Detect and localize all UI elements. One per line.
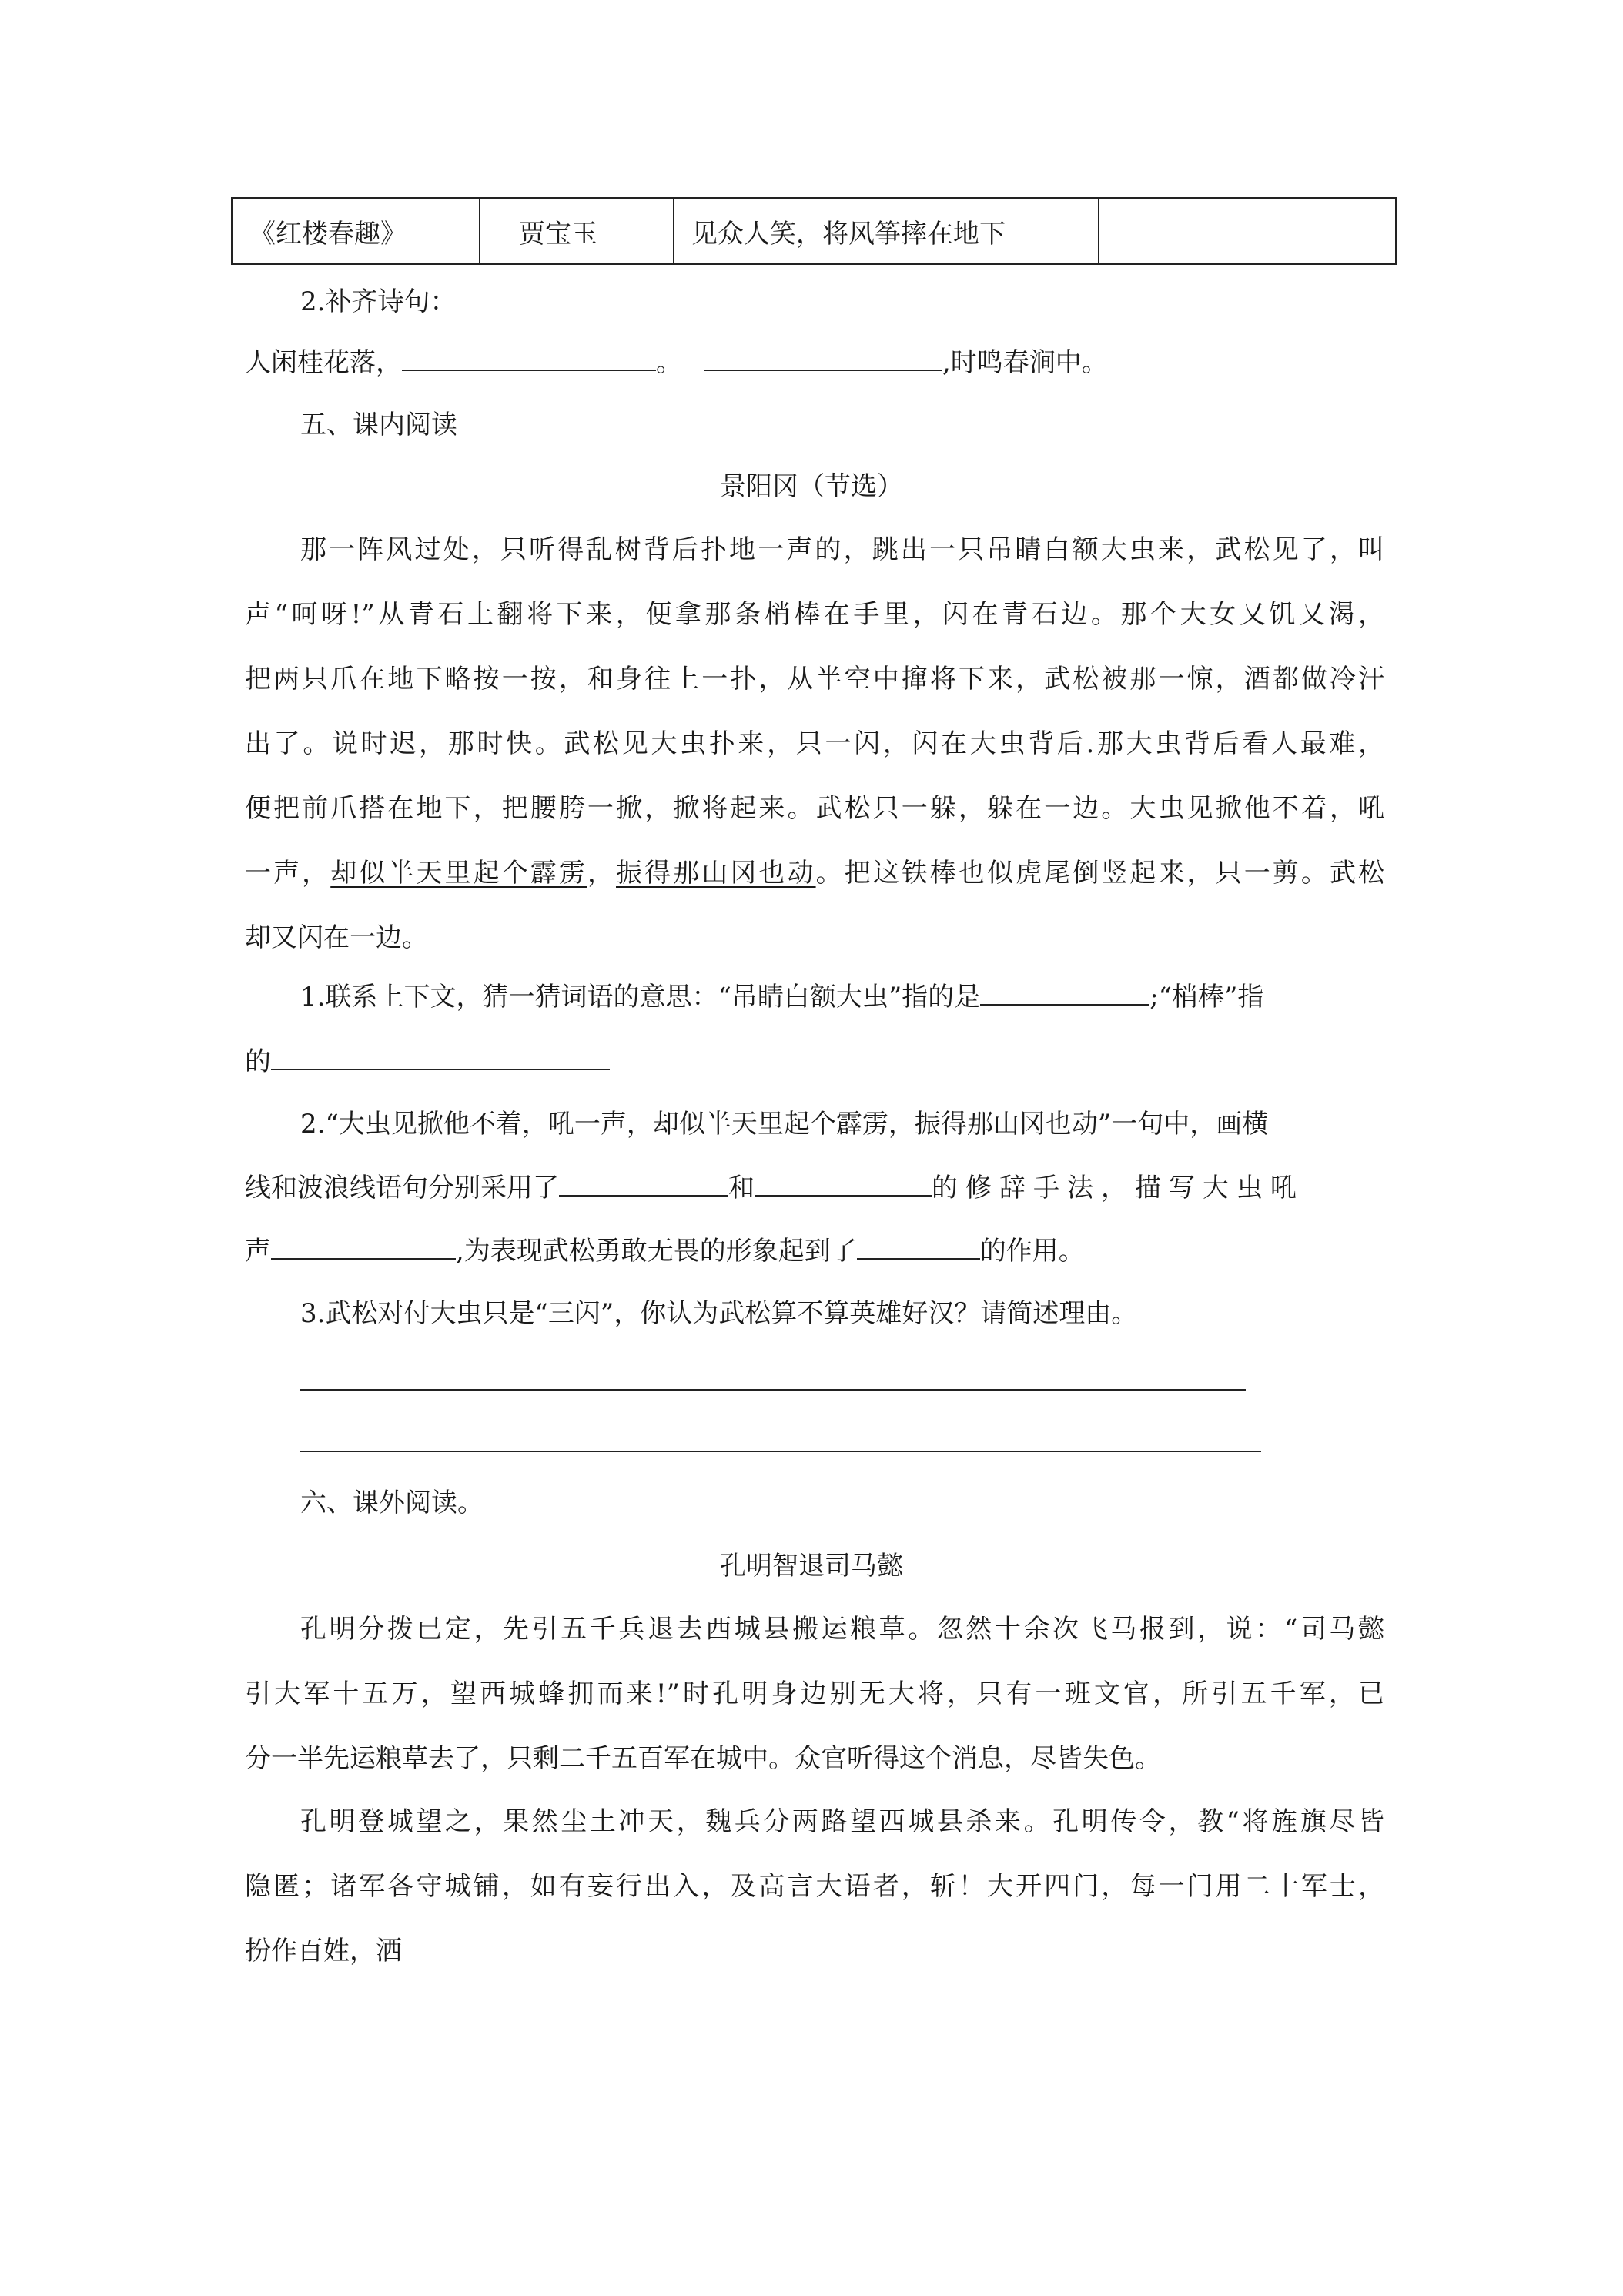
- table-cell-answer: [1099, 198, 1396, 264]
- passage-line: 孔明登城望之，果然尘土冲天，魏兵分两路望西城县杀来。孔明传令，教“将旌旗尽皆: [300, 1806, 1384, 1837]
- passage-line: 隐匿；诸军各守城铺，如有妄行出入，及高言大语者，斩！大开四门，每一门用二十军士，: [245, 1871, 1384, 1902]
- wavy-underlined-sentence: 振得那山冈也动: [616, 858, 816, 889]
- question-text: ,为表现武松勇敢无畏的形象起到了: [456, 1236, 857, 1267]
- answer-blank[interactable]: [755, 1172, 932, 1197]
- question-2-line3: [245, 1235, 1384, 1267]
- question-1-cont: [245, 1046, 1384, 1077]
- passage-line: 扮作百姓，洒: [245, 1936, 402, 1966]
- passage-line: 分一半先运粮草去了，只剩二千五百军在城中。众官听得这个消息，尽皆失色。: [245, 1743, 1161, 1774]
- section-heading: 五、课内阅读: [300, 410, 457, 440]
- passage-kongming-p1: [245, 1614, 1384, 1808]
- question-text: 的作用。: [979, 1236, 1085, 1267]
- poem-line-a: 人闲桂花落，: [245, 347, 402, 378]
- passage-line: 那一阵风过处，只听得乱树背后扑地一声的，跳出一只吊睛白额大虫来，武松见了，叫: [300, 534, 1384, 565]
- answer-blank[interactable]: [857, 1235, 980, 1260]
- answer-blank[interactable]: [402, 346, 656, 371]
- question-3: 3.武松对付大虫只是“三闪”，你认为武松算不算英雄好汉？请简述理由。: [300, 1298, 1138, 1329]
- question-text: 的: [245, 1046, 271, 1077]
- table-cell-character: 贾宝玉: [480, 198, 674, 264]
- passage-text: 。把这铁棒也似虎尾倒竖起来，只一剪。武松: [815, 858, 1385, 889]
- passage-line: 出了。说时迟，那时快。武松见大虫扑来，只一闪，闪在大虫背后.那大虫背后看人最难，: [245, 728, 1384, 759]
- question-text: 和: [728, 1173, 755, 1203]
- passage-kongming-p2: [245, 1806, 1384, 2000]
- story-character-table: [231, 197, 1397, 265]
- answer-line[interactable]: [300, 1451, 1261, 1452]
- passage-jingyanggang: [245, 534, 1384, 987]
- table-cell-action: 见众人笑，将风筝摔在地下: [674, 198, 1099, 264]
- poem-question-title: 2.补齐诗句：: [300, 286, 457, 317]
- passage-text: 一声，: [245, 858, 331, 889]
- poem-fill-line: [245, 346, 1384, 378]
- answer-blank[interactable]: [559, 1172, 728, 1197]
- underlined-sentence: 却似半天里起个霹雳: [330, 858, 587, 889]
- passage-title: 孔明智退司马懿: [720, 1551, 903, 1581]
- passage-line: 便把前爪搭在地下，把腰胯一掀，掀将起来。武松只一躲，躲在一边。大虫见掀他不着，吼: [245, 793, 1384, 824]
- passage-line: [245, 858, 1384, 922]
- question-text: 1.联系上下文，猜一猜词语的意思：“吊睛白额大虫”指的是: [300, 982, 981, 1012]
- question-text: 声: [245, 1236, 271, 1267]
- passage-line: 孔明分拨已定，先引五千兵退去西城县搬运粮草。忽然十余次飞马报到，说：“司马懿: [300, 1614, 1384, 1645]
- question-2: 2.“大虫见掀他不着，吼一声，却似半天里起个霹雳，振得那山冈也动”一句中，画横: [300, 1109, 1269, 1140]
- table-cell-title: 《红楼春趣》: [232, 198, 480, 264]
- answer-blank[interactable]: [704, 346, 942, 371]
- answer-blank[interactable]: [271, 1046, 610, 1070]
- passage-title: 景阳冈（节选）: [720, 471, 903, 502]
- poem-line-c: ,时鸣春涧中。: [942, 347, 1108, 378]
- passage-line: 引大军十五万，望西城蜂拥而来!”时孔明身边别无大将，只有一班文官，所引五千军，已: [245, 1678, 1384, 1709]
- passage-line: 把两只爪在地下略按一按，和身往上一扑，从半空中撺将下来，武松被那一惊，酒都做冷汗: [245, 664, 1384, 694]
- question-text: 线和波浪线语句分别采用了: [245, 1173, 559, 1203]
- table-row: [232, 198, 1396, 264]
- passage-line: 声“呵呀!”从青石上翻将下来，便拿那条梢棒在手里，闪在青石边。那个大女又饥又渴，: [245, 599, 1384, 630]
- question-1: [300, 981, 1440, 1012]
- passage-text: ，: [587, 858, 617, 889]
- answer-blank[interactable]: [980, 981, 1149, 1006]
- answer-line[interactable]: [300, 1389, 1246, 1391]
- question-text: 的修辞手法，描写大虫吼: [932, 1173, 1304, 1203]
- answer-blank[interactable]: [271, 1235, 456, 1260]
- passage-line: 却又闪在一边。: [245, 922, 428, 953]
- poem-line-b: 。: [656, 347, 682, 378]
- section-heading: 六、课外阅读。: [300, 1488, 484, 1518]
- question-text: ;“梢棒”指: [1149, 982, 1264, 1012]
- question-2-line2: [245, 1172, 1384, 1203]
